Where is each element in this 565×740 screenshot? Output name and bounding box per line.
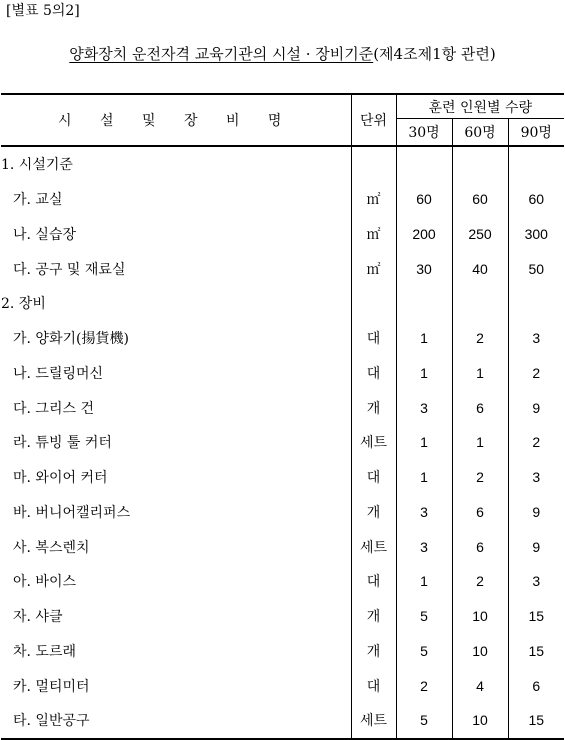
quantity-30-persons: 3 bbox=[396, 495, 452, 530]
quantity-30-persons: 60 bbox=[396, 182, 452, 217]
table-row bbox=[1, 182, 564, 217]
quantity-30-persons: 5 bbox=[396, 599, 452, 634]
quantity-30-persons: 2 bbox=[396, 668, 452, 703]
table-row bbox=[1, 460, 564, 495]
item-name: 바. 버니어캘리퍼스 bbox=[1, 495, 351, 530]
header-facility-equipment-name: 시 설 및 장 비 명 bbox=[1, 94, 351, 146]
quantity-90-persons: 50 bbox=[528, 260, 545, 277]
item-unit: 세트 bbox=[351, 529, 396, 564]
table-row bbox=[1, 564, 564, 599]
document-title bbox=[0, 44, 565, 64]
quantity-60-persons bbox=[452, 146, 508, 182]
quantity-90-persons: 3 bbox=[532, 469, 541, 486]
quantity-30-persons: 1 bbox=[396, 564, 452, 599]
table-row bbox=[1, 356, 564, 391]
quantity-90-persons: 9 bbox=[532, 503, 541, 520]
item-unit: 대 bbox=[351, 356, 396, 391]
quantity-30-persons bbox=[396, 286, 452, 321]
item-unit: 개 bbox=[351, 599, 396, 634]
quantity-60-persons: 10 bbox=[452, 599, 508, 634]
quantity-90-persons: 60 bbox=[528, 191, 545, 208]
item-name: 가. 교실 bbox=[1, 182, 351, 217]
quantity-60-persons: 250 bbox=[452, 217, 508, 252]
item-unit bbox=[351, 146, 396, 182]
quantity-60-persons: 4 bbox=[452, 668, 508, 703]
quantity-30-persons: 5 bbox=[396, 634, 452, 669]
item-name: 아. 바이스 bbox=[1, 564, 351, 599]
quantity-60-persons: 2 bbox=[452, 564, 508, 599]
quantity-90-persons: 6 bbox=[532, 677, 541, 694]
quantity-30-persons: 5 bbox=[396, 703, 452, 739]
table-section-row bbox=[1, 286, 564, 321]
quantity-30-persons bbox=[396, 146, 452, 182]
item-name: 차. 도르래 bbox=[1, 634, 351, 669]
item-unit: ㎡ bbox=[351, 217, 396, 252]
item-unit: 대 bbox=[351, 321, 396, 356]
quantity-60-persons: 1 bbox=[452, 425, 508, 460]
item-name: 타. 일반공구 bbox=[1, 703, 351, 739]
item-unit: 대 bbox=[351, 460, 396, 495]
header-60-persons: 60명 bbox=[452, 119, 508, 146]
quantity-90-persons bbox=[508, 286, 564, 321]
item-name: 나. 드릴링머신 bbox=[1, 356, 351, 391]
table-row bbox=[1, 668, 564, 703]
table-body bbox=[1, 146, 564, 739]
quantity-90-persons: 15 bbox=[528, 642, 545, 659]
quantity-90-persons bbox=[508, 146, 564, 182]
header-30-persons: 30명 bbox=[396, 119, 452, 146]
quantity-60-persons: 10 bbox=[452, 703, 508, 739]
table-row bbox=[1, 599, 564, 634]
quantity-60-persons: 6 bbox=[452, 495, 508, 530]
table-row bbox=[1, 703, 564, 739]
table-row bbox=[1, 529, 564, 564]
quantity-30-persons: 1 bbox=[396, 460, 452, 495]
facility-equipment-table bbox=[1, 93, 564, 740]
title-reference: (제4조제1항 관련) bbox=[373, 45, 496, 63]
table-row bbox=[1, 495, 564, 530]
quantity-30-persons: 1 bbox=[396, 356, 452, 391]
table-row bbox=[1, 390, 564, 425]
quantity-60-persons: 40 bbox=[452, 251, 508, 286]
quantity-90-persons: 2 bbox=[532, 434, 541, 451]
table-row bbox=[1, 321, 564, 356]
item-name: 라. 튜빙 툴 커터 bbox=[1, 425, 351, 460]
quantity-30-persons: 3 bbox=[396, 529, 452, 564]
table-row bbox=[1, 634, 564, 669]
item-name: 사. 복스렌치 bbox=[1, 529, 351, 564]
item-unit: ㎡ bbox=[351, 182, 396, 217]
item-name: 자. 샤클 bbox=[1, 599, 351, 634]
table-section-row bbox=[1, 146, 564, 182]
section-name: 2. 장비 bbox=[1, 286, 351, 321]
item-name: 다. 공구 및 재료실 bbox=[1, 251, 351, 286]
quantity-60-persons: 1 bbox=[452, 356, 508, 391]
section-name: 1. 시설기준 bbox=[1, 146, 351, 182]
title-main: 양화장치 운전자격 교육기관의 시설 · 장비기준 bbox=[69, 45, 374, 63]
quantity-90-persons: 3 bbox=[532, 330, 541, 347]
item-unit: 대 bbox=[351, 564, 396, 599]
quantity-90-persons: 3 bbox=[532, 573, 541, 590]
item-unit: 개 bbox=[351, 634, 396, 669]
header-unit: 단위 bbox=[351, 94, 396, 146]
item-unit bbox=[351, 286, 396, 321]
table-row bbox=[1, 217, 564, 252]
item-name: 마. 와이어 커터 bbox=[1, 460, 351, 495]
item-unit: ㎡ bbox=[351, 251, 396, 286]
quantity-30-persons: 3 bbox=[396, 390, 452, 425]
item-unit: 개 bbox=[351, 495, 396, 530]
item-unit: 대 bbox=[351, 668, 396, 703]
quantity-60-persons: 6 bbox=[452, 390, 508, 425]
quantity-60-persons: 2 bbox=[452, 460, 508, 495]
item-unit: 개 bbox=[351, 390, 396, 425]
quantity-90-persons: 300 bbox=[524, 225, 548, 242]
header-quantity-by-trainees: 훈련 인원별 수량 bbox=[396, 94, 564, 119]
item-unit: 세트 bbox=[351, 703, 396, 739]
item-name: 카. 멀티미터 bbox=[1, 668, 351, 703]
table-row bbox=[1, 251, 564, 286]
quantity-30-persons: 200 bbox=[396, 217, 452, 252]
quantity-90-persons: 2 bbox=[532, 364, 541, 381]
quantity-30-persons: 1 bbox=[396, 425, 452, 460]
header-90-persons: 90명 bbox=[508, 119, 564, 146]
quantity-90-persons: 9 bbox=[532, 538, 541, 555]
item-unit: 세트 bbox=[351, 425, 396, 460]
item-name: 가. 양화기(揚貨機) bbox=[1, 321, 351, 356]
table-row bbox=[1, 425, 564, 460]
quantity-30-persons: 1 bbox=[396, 321, 452, 356]
quantity-90-persons: 15 bbox=[528, 608, 545, 625]
quantity-60-persons: 6 bbox=[452, 529, 508, 564]
quantity-60-persons: 10 bbox=[452, 634, 508, 669]
quantity-60-persons: 60 bbox=[452, 182, 508, 217]
quantity-90-persons: 9 bbox=[532, 399, 541, 416]
quantity-90-persons: 15 bbox=[508, 703, 564, 739]
item-name: 다. 그리스 건 bbox=[1, 390, 351, 425]
appendix-label: [별표 5의2] bbox=[6, 3, 80, 19]
quantity-60-persons: 2 bbox=[452, 321, 508, 356]
item-name: 나. 실습장 bbox=[1, 217, 351, 252]
quantity-30-persons: 30 bbox=[396, 251, 452, 286]
quantity-60-persons bbox=[452, 286, 508, 321]
